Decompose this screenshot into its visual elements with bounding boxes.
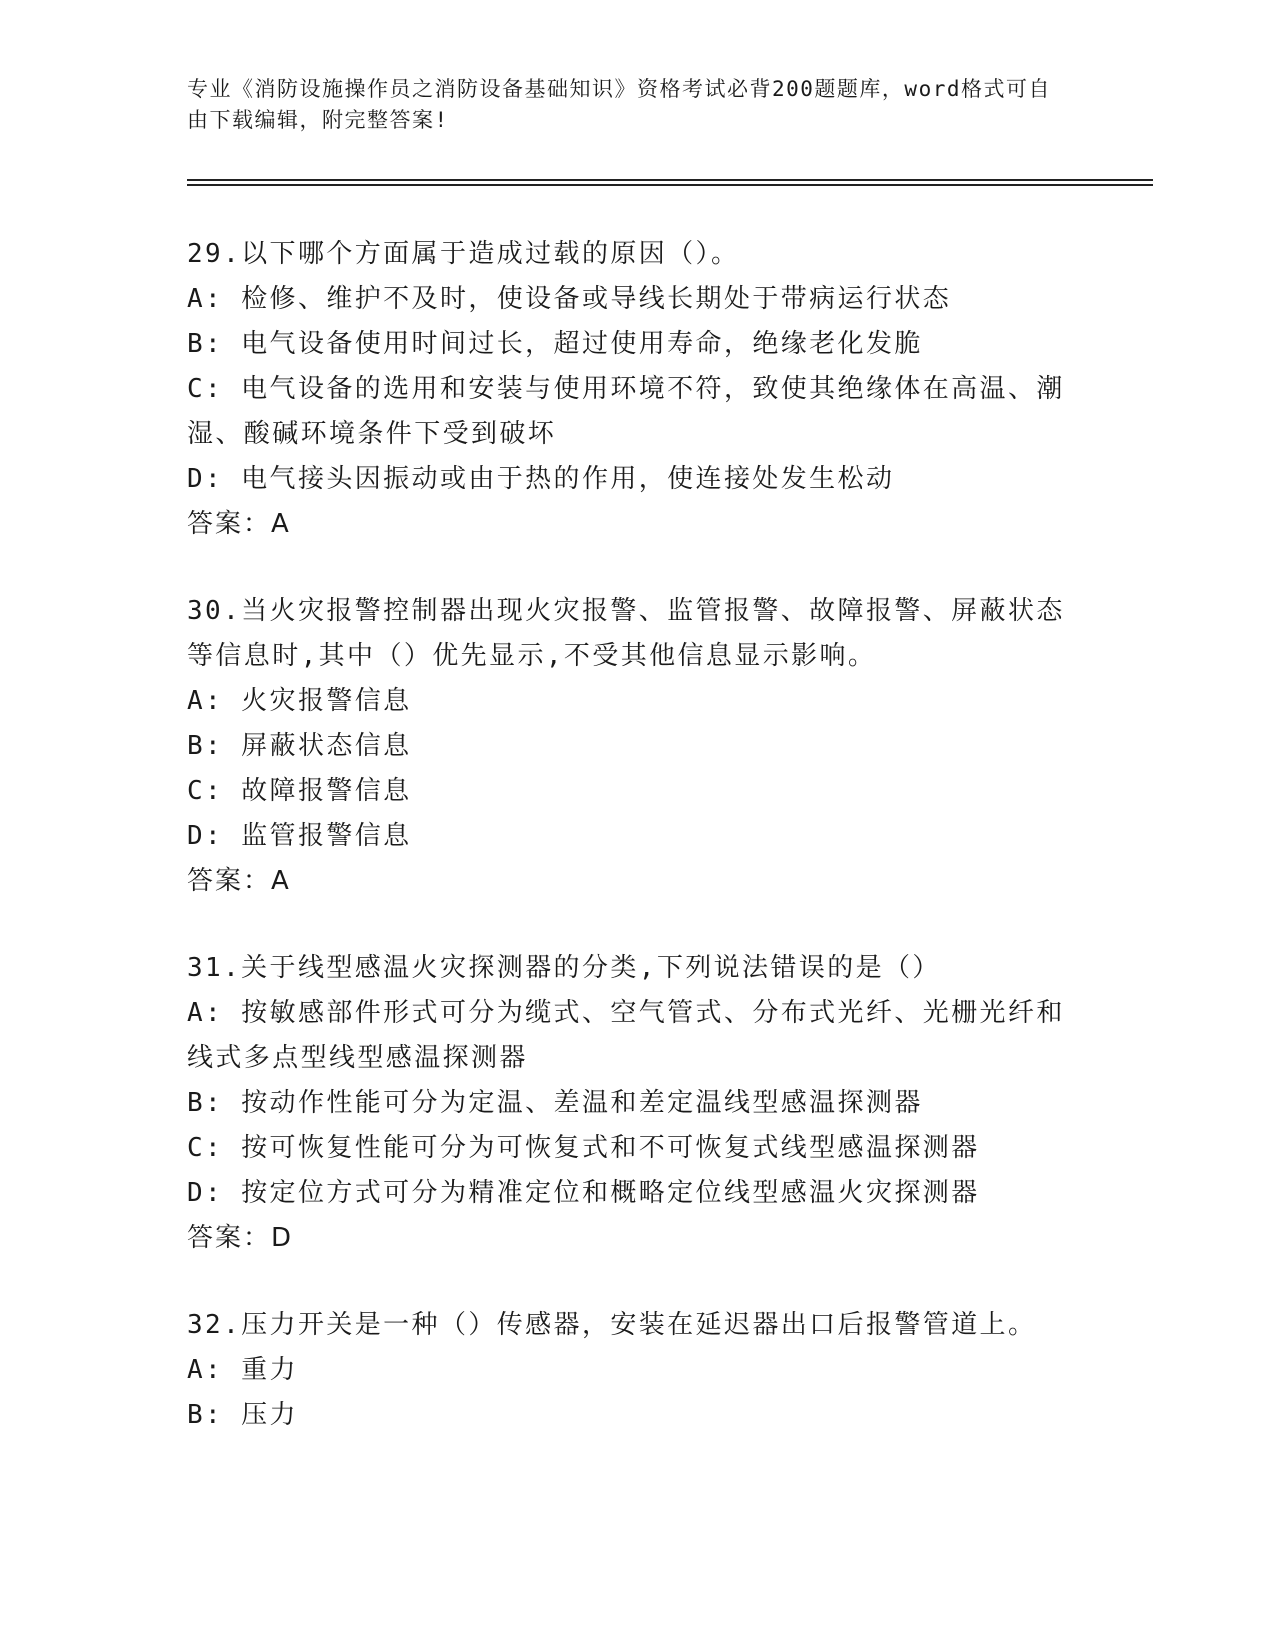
option-c: C: 按可恢复性能可分为可恢复式和不可恢复式线型感温探测器 <box>187 1133 980 1163</box>
option-b: B: 按动作性能可分为定温、差温和差定温线型感温探测器 <box>187 1088 923 1118</box>
option-b: B: 压力 <box>187 1400 298 1430</box>
question-32 <box>187 1303 1087 1438</box>
header-divider-bottom <box>187 184 1153 186</box>
option-a: A: 重力 <box>187 1355 298 1385</box>
answer-label: 答案：D <box>187 1223 294 1253</box>
option-c: C: 故障报警信息 <box>187 776 412 806</box>
option-a: A: 按敏感部件形式可分为缆式、空气管式、分布式光纤、光栅光纤和线式多点型线型感温探测器 <box>187 998 1065 1073</box>
question-list <box>187 232 1087 1480</box>
option-d: D: 按定位方式可分为精准定位和概略定位线型感温火灾探测器 <box>187 1178 980 1208</box>
header-divider-top <box>187 179 1153 181</box>
question-31 <box>187 946 1087 1261</box>
option-c: C: 电气设备的选用和安装与使用环境不符，致使其绝缘体在高温、潮湿、酸碱环境条件下受到破坏 <box>187 374 1065 449</box>
option-b: B: 电气设备使用时间过长，超过使用寿命，绝缘老化发脆 <box>187 329 923 359</box>
option-b: B: 屏蔽状态信息 <box>187 731 412 761</box>
question-30 <box>187 589 1087 904</box>
option-a: A: 火灾报警信息 <box>187 686 412 716</box>
question-29 <box>187 232 1087 547</box>
question-stem: 29.以下哪个方面属于造成过载的原因（）。 <box>187 239 740 269</box>
option-d: D: 监管报警信息 <box>187 821 412 851</box>
question-stem: 31.关于线型感温火灾探测器的分类,下列说法错误的是（） <box>187 953 941 983</box>
answer-label: 答案：A <box>187 509 291 539</box>
option-d: D: 电气接头因振动或由于热的作用，使连接处发生松动 <box>187 464 895 494</box>
document-header: 专业《消防设施操作员之消防设备基础知识》资格考试必背200题题库，word格式可自由下载编辑，附完整答案! <box>187 77 1051 132</box>
question-stem: 30.当火灾报警控制器出现火灾报警、监管报警、故障报警、屏蔽状态等信息时,其中（）优先显示,不受其他信息显示影响。 <box>187 596 1065 671</box>
option-a: A: 检修、维护不及时，使设备或导线长期处于带病运行状态 <box>187 284 952 314</box>
answer-label: 答案：A <box>187 866 291 896</box>
question-stem: 32.压力开关是一种（）传感器，安装在延迟器出口后报警管道上。 <box>187 1310 1037 1340</box>
